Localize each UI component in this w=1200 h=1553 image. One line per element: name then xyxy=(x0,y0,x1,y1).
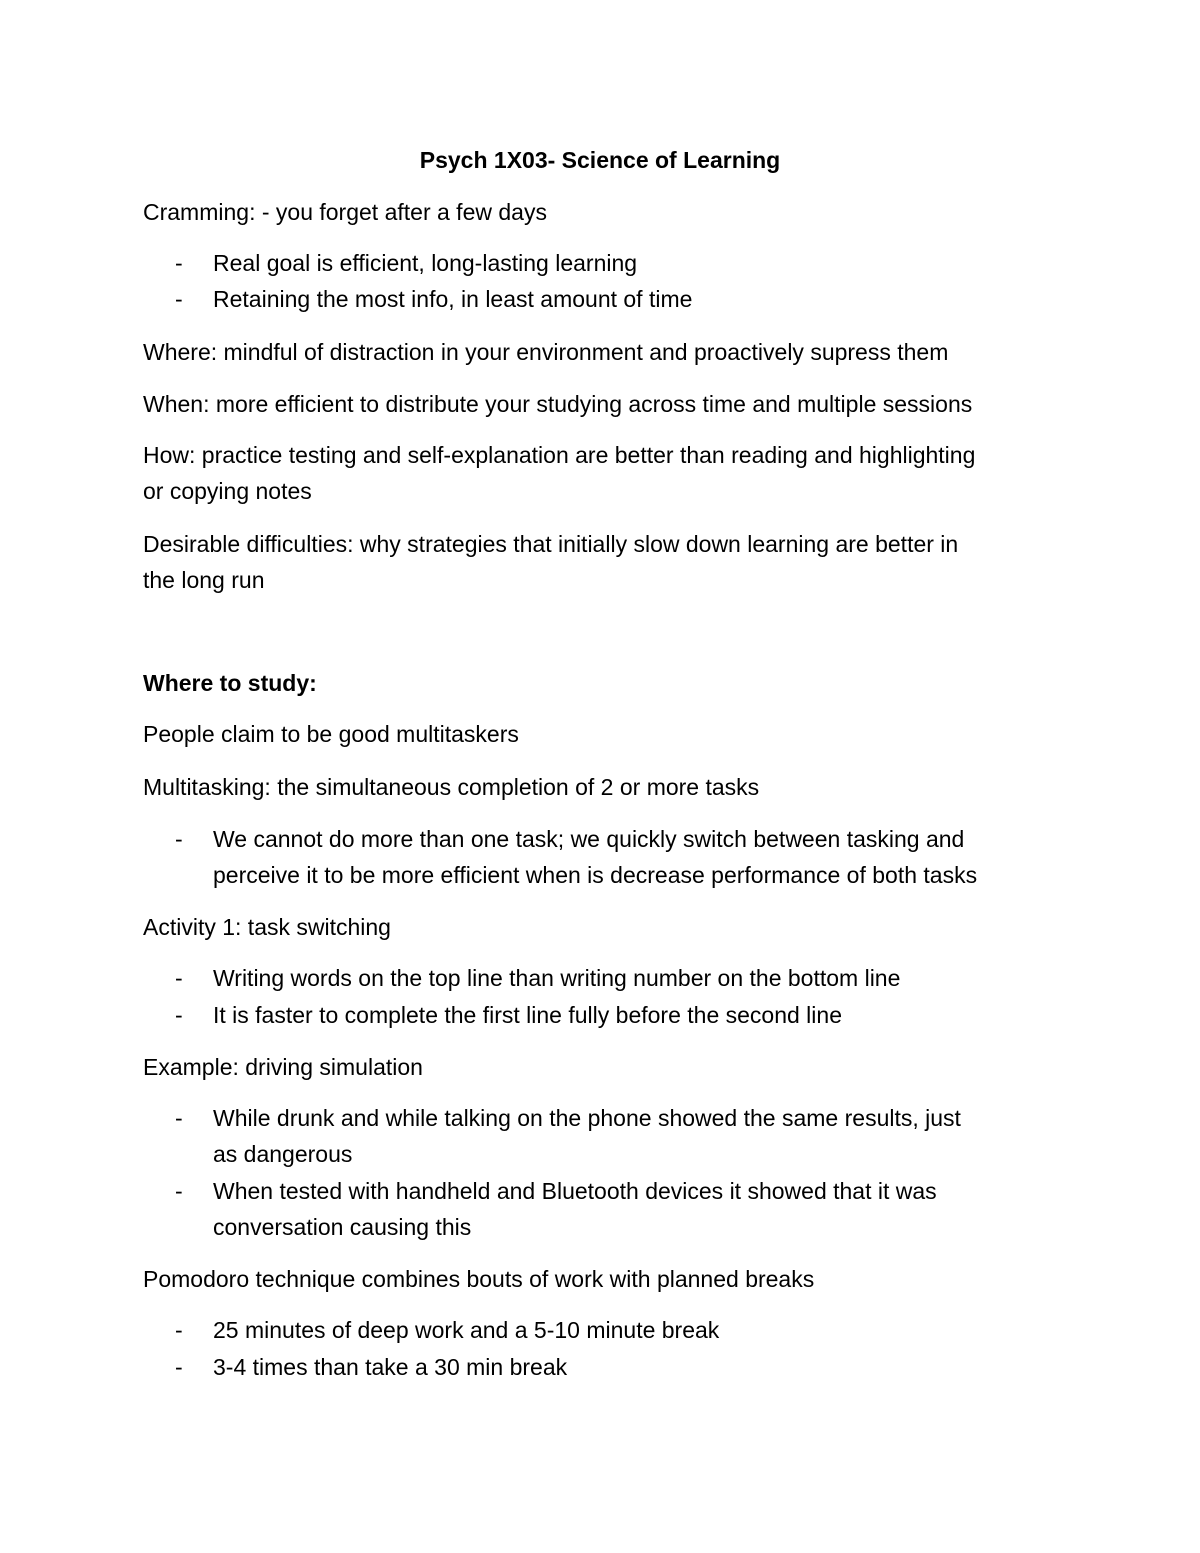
bullet-text: Writing words on the top line than writing number on the bottom line xyxy=(213,965,901,991)
bullet-text: 3-4 times than take a 30 min break xyxy=(213,1354,568,1380)
document-title: Psych 1X03- Science of Learning xyxy=(419,147,781,173)
bullet-dash: - xyxy=(175,1317,183,1343)
where-line: Where: mindful of distraction in your environment and proactively supress them xyxy=(143,339,949,365)
bullet-text: Retaining the most info, in least amount of time xyxy=(213,286,693,312)
how-line-continued: or copying notes xyxy=(143,478,312,504)
bullet-dash: - xyxy=(175,826,183,852)
bullet-text: We cannot do more than one task; we quickly switch between tasking and xyxy=(213,826,965,852)
bullet-dash: - xyxy=(175,1178,183,1204)
bullet-text: as dangerous xyxy=(213,1141,353,1167)
bullet-dash: - xyxy=(175,1105,183,1131)
bullet-text: conversation causing this xyxy=(213,1214,472,1240)
bullet-text: It is faster to complete the first line fully before the second line xyxy=(213,1002,842,1028)
when-line: When: more efficient to distribute your studying across time and multiple sessions xyxy=(143,391,973,417)
bullet-text: When tested with handheld and Bluetooth devices it showed that it was xyxy=(213,1178,937,1204)
multitasking-definition: Multitasking: the simultaneous completion of 2 or more tasks xyxy=(143,774,760,800)
bullet-dash: - xyxy=(175,286,183,312)
how-line: How: practice testing and self-explanation are better than reading and highlighting xyxy=(143,442,976,468)
desirable-difficulties-line-continued: the long run xyxy=(143,567,265,593)
people-claim-line: People claim to be good multitaskers xyxy=(143,721,519,747)
desirable-difficulties-line: Desirable difficulties: why strategies that initially slow down learning are better in xyxy=(143,531,959,557)
bullet-dash: - xyxy=(175,1354,183,1380)
bullet-dash: - xyxy=(175,965,183,991)
bullet-dash: - xyxy=(175,250,183,276)
bullet-text: Real goal is efficient, long-lasting learning xyxy=(213,250,638,276)
cramming-intro: Cramming: - you forget after a few days xyxy=(143,199,547,225)
pomodoro-intro: Pomodoro technique combines bouts of work with planned breaks xyxy=(143,1266,815,1292)
bullet-text: perceive it to be more efficient when is decrease performance of both tasks xyxy=(213,862,978,888)
where-to-study-heading: Where to study: xyxy=(143,670,317,696)
bullet-text: While drunk and while talking on the phone showed the same results, just xyxy=(213,1105,961,1131)
example-intro: Example: driving simulation xyxy=(143,1054,423,1080)
activity-intro: Activity 1: task switching xyxy=(143,914,391,940)
bullet-text: 25 minutes of deep work and a 5-10 minute break xyxy=(213,1317,720,1343)
bullet-dash: - xyxy=(175,1002,183,1028)
